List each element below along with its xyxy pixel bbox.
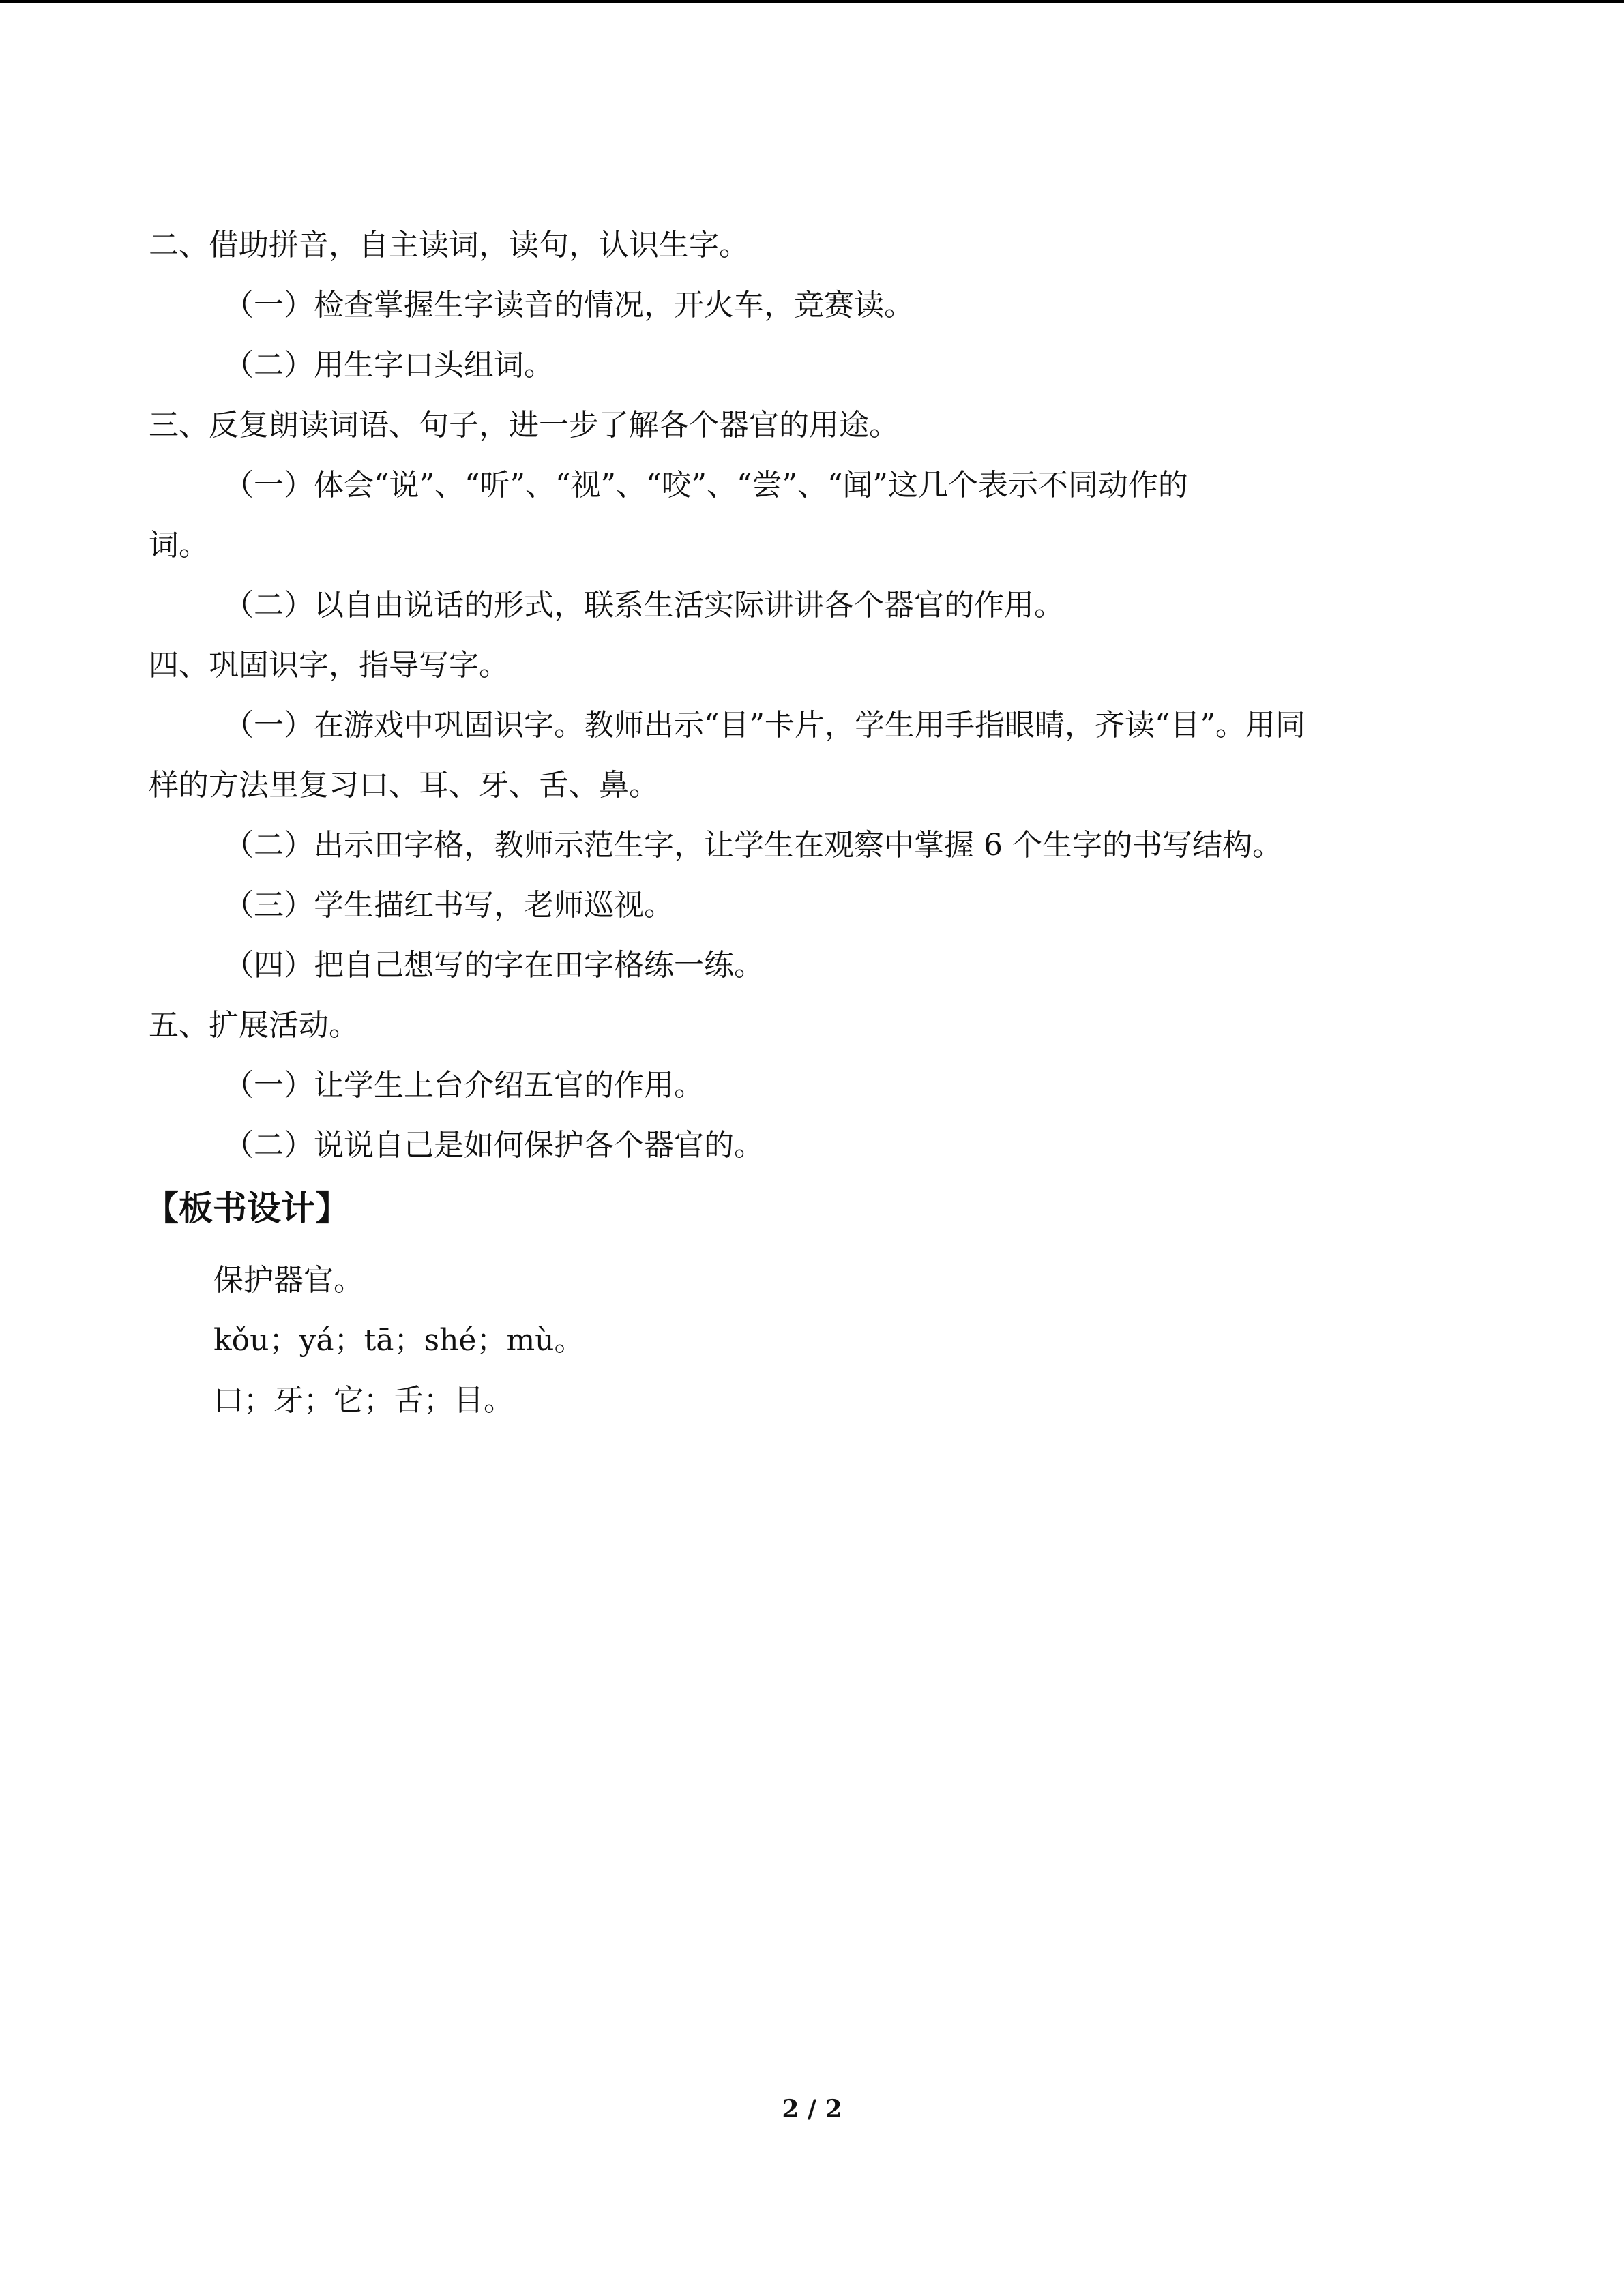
step-4-item-4: （四）把自己想写的字在田字格练一练。 (224, 948, 764, 983)
step-4-item-1: （一）在游戏中巩固识字。教师出示“目”卡片，学生用手指眼睛，齐读“目”。用同 (224, 708, 1305, 743)
step-4-item-3: （三）学生描红书写，老师巡视。 (224, 888, 674, 923)
top-border-rule (0, 0, 1624, 3)
board-design-content (149, 1251, 1458, 1431)
step-5-heading: 五、扩展活动。 (149, 1008, 359, 1043)
board-line-characters: 口；牙；它；舌；目。 (213, 1383, 514, 1418)
page-number: 2 / 2 (782, 2095, 842, 2123)
step-3-item-2: （二）以自由说话的形式，联系生活实际讲讲各个器官的作用。 (224, 588, 1064, 623)
step-4-heading: 四、巩固识字，指导写字。 (149, 648, 509, 683)
step-3-item-1: （一）体会“说”、“听”、“视”、“咬”、“尝”、“闻”这几个表示不同动作的 (224, 468, 1188, 503)
board-line-title: 保护器官。 (213, 1263, 364, 1298)
step-3-item-1-continuation: 词。 (149, 528, 209, 563)
step-2-item-2: （二）用生字口头组词。 (224, 348, 554, 383)
step-2-heading: 二、借助拼音，自主读词，读句，认识生字。 (149, 228, 749, 263)
step-2-item-1: （一）检查掌握生字读音的情况，开火车，竞赛读。 (224, 288, 914, 323)
document-body (145, 215, 1458, 1431)
board-design-heading: 【板书设计】 (145, 1189, 349, 1228)
board-line-pinyin: kǒu；yá；tā；shé；mù。 (213, 1323, 585, 1358)
step-5-item-1: （一）让学生上台介绍五官的作用。 (224, 1068, 704, 1103)
step-3-heading: 三、反复朗读词语、句子，进一步了解各个器官的用途。 (149, 408, 899, 443)
step-4-item-2: （二）出示田字格，教师示范生字，让学生在观察中掌握 6 个生字的书写结构。 (224, 828, 1282, 863)
step-5-item-2: （二）说说自己是如何保护各个器官的。 (224, 1128, 764, 1163)
step-4-item-1-continuation: 样的方法里复习口、耳、牙、舌、鼻。 (149, 768, 659, 803)
